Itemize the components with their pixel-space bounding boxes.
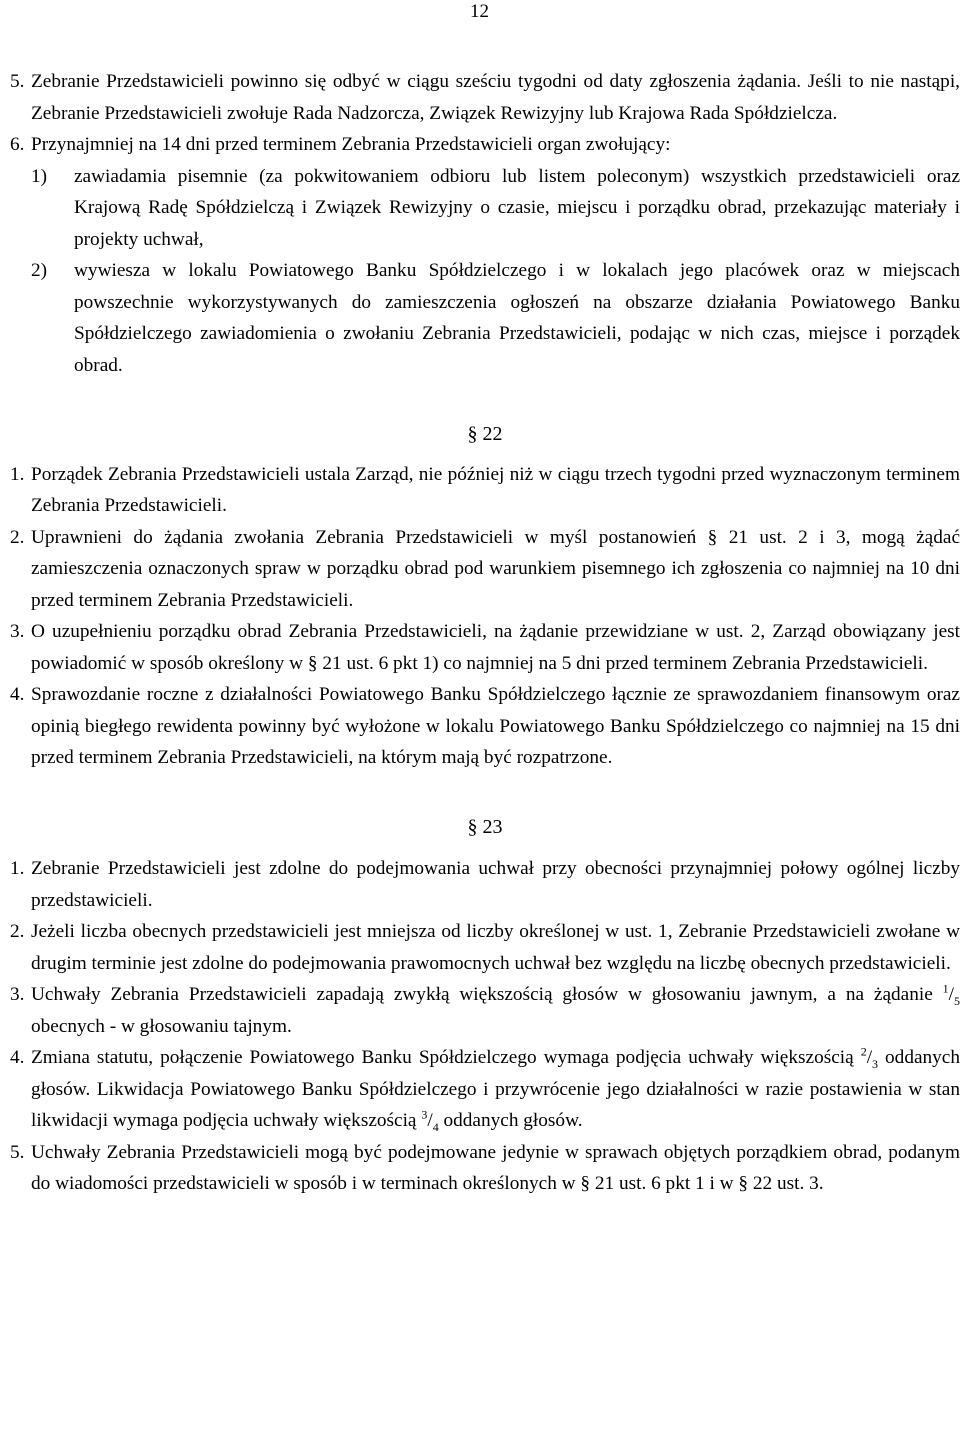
text-segment: oddanych głosów. (438, 1110, 583, 1131)
item-number: 4. (10, 684, 25, 705)
item-text: Uchwały Zebrania Przedstawicieli mogą być podejmowane jedynie w sprawach objętych porządkiem obrad, podanym do wiadomości przedstawicieli w sposób i w terminach określonych w § 21 ust. 6 pkt 1 i w § 22 ust. 3. (31, 1141, 960, 1194)
item-number: 3. (10, 621, 25, 642)
item-text: Zebranie Przedstawicieli jest zdolne do podejmowania uchwał przy obecności przynajmniej połowy ogólnej liczby przedstawicieli. (31, 858, 960, 911)
section-heading-23: § 23 (467, 815, 503, 838)
paragraph-21-5 (10, 66, 960, 129)
subitem-text: wywiesza w lokalu Powiatowego Banku Spółdzielczego i w lokalach jego placówek oraz w miejscach powszechnie wykorzystywanych do zamieszczenia ogłoszeń na obszarze działania Powiatowego Banku Spółdzielczego zawiadomienia o zwołaniu Zebrania Przedstawicieli, podając w nich czas, miejsce i porządek obrad. (74, 260, 960, 376)
item-number: 6. (10, 134, 25, 155)
item-text (31, 1042, 960, 1137)
fraction-slash: / (948, 984, 954, 1005)
paragraph-23-3 (10, 979, 960, 1042)
item-number: 5. (10, 71, 25, 92)
subitem-number: 2) (31, 260, 48, 281)
subitem-text: zawiadamia pisemnie (za pokwitowaniem odbioru lub listem poleconym) wszystkich przedstawicieli oraz Krajową Radę Spółdzielczą i Związek Rewizyjny o czasie, miejscu i porządku obrad, przekazując materiały i projekty uchwał, (74, 165, 960, 250)
fraction-numerator: 2 (860, 1044, 867, 1059)
text-segment: Zmiana statutu, połączenie Powiatowego Banku Spółdzielczego wymaga podjęcia uchwały większością (31, 1047, 861, 1068)
subitem-21-6-1 (31, 161, 960, 256)
text-segment: obecnych - w głosowaniu tajnym. (31, 1015, 292, 1037)
item-number: 4. (10, 1047, 25, 1068)
text-segment: oddanych głosów. Likwidacja Powiatowego Banku Spółdzielczego i przywrócenie jego działalności w razie postawienia w stan likwidacji wymaga podjęcia uchwały większością (31, 1047, 960, 1131)
paragraph-23-2 (10, 916, 960, 979)
paragraph-22-3 (10, 616, 960, 679)
page-number: 12 (470, 1, 489, 22)
fraction-denominator: 4 (432, 1119, 439, 1134)
fraction-slash: / (427, 1110, 433, 1131)
fraction-denominator: 3 (872, 1056, 879, 1071)
fraction-denominator: 5 (954, 993, 960, 1008)
item-number: 2. (10, 921, 25, 942)
subitem-21-6-2 (31, 255, 960, 381)
paragraph-22-2 (10, 522, 960, 617)
fraction-numerator: 3 (421, 1107, 428, 1122)
fraction-slash: / (866, 1047, 873, 1068)
item-text: Uprawnieni do żądania zwołania Zebrania Przedstawicieli w myśl postanowień § 21 ust. 2 i 3, mogą żądać zamieszczenia oznaczonych spraw w porządku obrad pod warunkiem pisemnego ich zgłoszenia co najmniej na 10 dni przed terminem Zebrania Przedstawicieli. (31, 526, 960, 611)
text-segment: Uchwały Zebrania Przedstawicieli zapadają zwykłą większością głosów w głosowaniu jawnym, a na żądanie (31, 984, 943, 1005)
paragraph-21-6 (10, 129, 960, 161)
item-text: Porządek Zebrania Przedstawicieli ustala Zarząd, nie później niż w ciągu trzech tygodni przed wyznaczonym terminem Zebrania Przedstawicieli. (31, 463, 960, 516)
paragraph-23-1 (10, 853, 960, 916)
item-number: 5. (10, 1141, 25, 1163)
paragraph-23-4 (10, 1042, 960, 1137)
item-number: 2. (10, 526, 25, 548)
item-number: 1. (10, 463, 25, 485)
item-number: 1. (10, 858, 25, 879)
item-text: O uzupełnieniu porządku obrad Zebrania Przedstawicieli, na żądanie przewidziane w ust. 2, Zarząd obowiązany jest powiadomić w sposób określony w § 21 ust. 6 pkt 1) co najmniej na 5 dni przed terminem Zebrania Przedstawicieli. (31, 621, 960, 674)
paragraph-22-4 (10, 679, 960, 774)
paragraph-22-1 (10, 459, 960, 522)
item-text: Jeżeli liczba obecnych przedstawicieli jest mniejsza od liczby określonej w ust. 1, Zebranie Przedstawicieli zwołane w drugim terminie jest zdolne do podejmowania prawomocnych uchwał bez względu na liczbę obecnych przedstawicieli. (31, 921, 960, 974)
fraction-numerator: 1 (942, 981, 949, 996)
item-text: Sprawozdanie roczne z działalności Powiatowego Banku Spółdzielczego łącznie ze sprawozdaniem finansowym oraz opinią biegłego rewidenta powinny być wyłożone w lokalu Powiatowego Banku Spółdzielczego co najmniej na 15 dni przed terminem Zebrania Przedstawicieli, na którym mają być rozpatrzone. (31, 684, 960, 768)
section-heading-22: § 22 (467, 423, 503, 445)
item-text (31, 979, 960, 1042)
item-text: Przynajmniej na 14 dni przed terminem Zebrania Przedstawicieli organ zwołujący: (31, 134, 671, 155)
paragraph-23-5 (10, 1137, 960, 1200)
item-text: Zebranie Przedstawicieli powinno się odbyć w ciągu sześciu tygodni od daty zgłoszenia żądania. Jeśli to nie nastąpi, Zebranie Przedstawicieli zwołuje Rada Nadzorcza, Związek Rewizyjny lub Krajowa Rada Spółdzielcza. (31, 71, 960, 124)
item-number: 3. (10, 984, 25, 1005)
subitem-number: 1) (31, 165, 48, 187)
document-body (10, 66, 960, 1200)
